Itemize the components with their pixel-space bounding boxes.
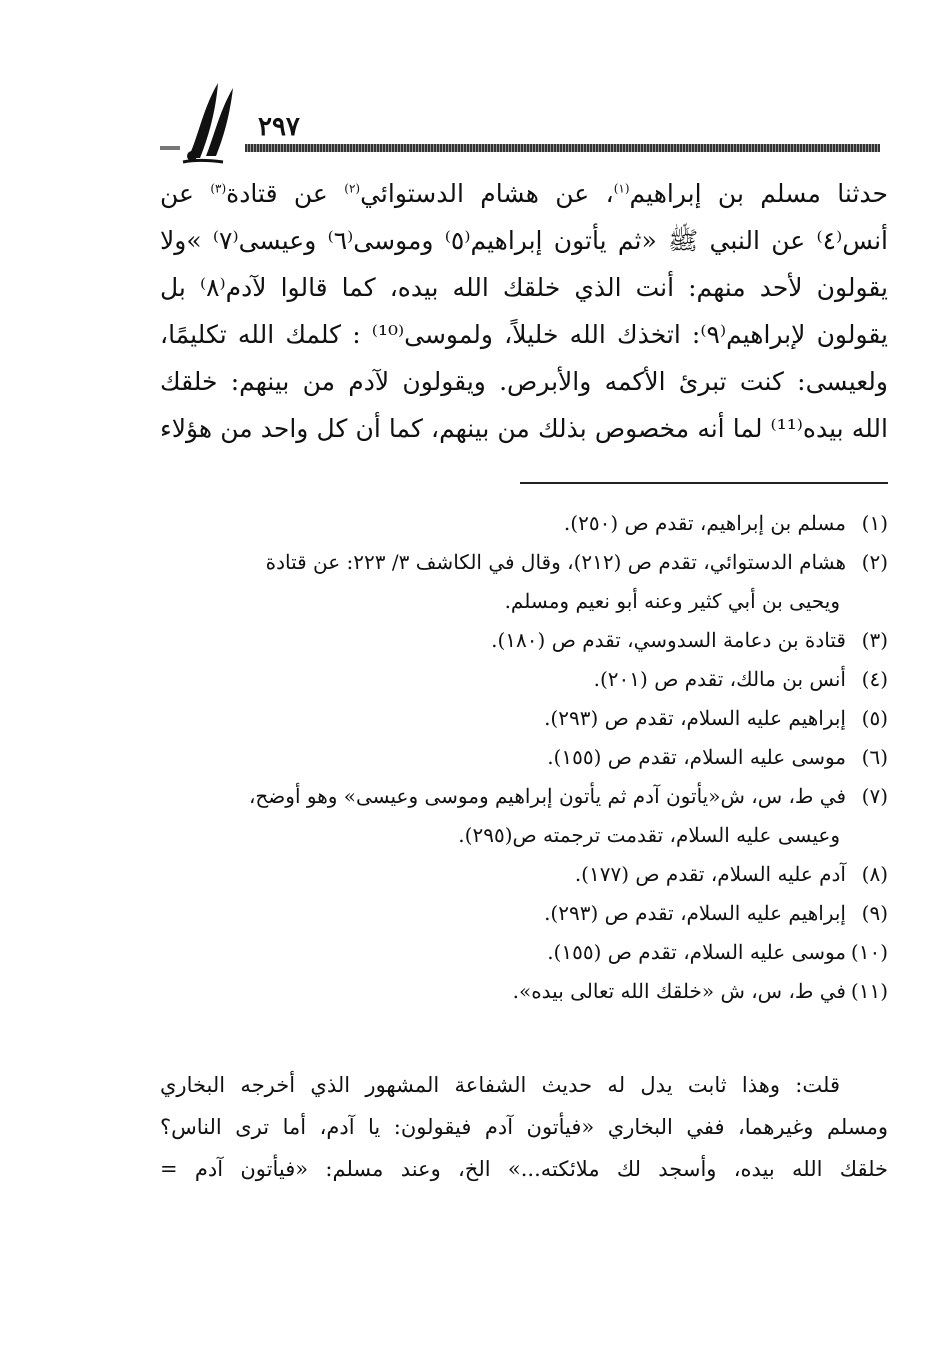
footnote: (٦)موسى عليه السلام، تقدم ص (١٥٥). — [547, 745, 888, 769]
footnote: (١٠)موسى عليه السلام، تقدم ص (١٥٥). — [547, 940, 888, 964]
footnote: (٧)في ط، س، ش«يأتون آدم ثم يأتون إبراهيم وموسى وعيسى» وهو أوضح، — [248, 784, 888, 808]
footnote: (٩)إبراهيم عليه السلام، تقدم ص (٢٩٣). — [544, 901, 888, 925]
footnotes — [160, 504, 888, 1011]
main-line: يقولون لإبراهيم⁽٩⁾: اتخذك الله خليلاً، ولموسى⁽¹⁰⁾ : كلمك الله تكليمًا، — [160, 320, 888, 349]
main-text — [160, 170, 888, 452]
main-line: أنس⁽٤⁾ عن النبي ﷺ «ثم يأتون إبراهيم⁽٥⁾ وموسى⁽٦⁾ وعيسى⁽٧⁾ »ولا — [160, 226, 888, 255]
footnote: (١)مسلم بن إبراهيم، تقدم ص (٢٥٠). — [563, 511, 888, 535]
main-line: حدثنا مسلم بن إبراهيم$^{(١)}$، عن هشام الدستوائي$^{(٢)}$ عن قتادة$^{(٣)}$ عن — [160, 179, 888, 208]
footnote: (٥)إبراهيم عليه السلام، تقدم ص (٢٩٣). — [544, 706, 888, 730]
page-header — [160, 78, 880, 168]
closing-line: ومسلم وغيرهما، ففي البخاري «فيأتون آدم فيقولون: يا آدم، أما ترى الناس؟ — [160, 1115, 888, 1139]
main-line: ولعيسى: كنت تبرئ الأكمه والأبرص. ويقولون لآدم من بينهم: خلقك — [160, 367, 888, 396]
footnote-separator — [520, 482, 888, 484]
closing-line: خلقك الله بيده، وأسجد لك ملائكته...» الخ، وعند مسلم: «فيأتون آدم = — [160, 1157, 888, 1181]
header-rule-left — [160, 146, 180, 150]
footnote-continuation: وعيسى عليه السلام، تقدمت ترجمته ص(٢٩٥). — [458, 823, 840, 847]
closing-paragraph — [160, 1064, 888, 1190]
page-number: ٢٩٧ — [258, 112, 300, 142]
closing-line: قلت: وهذا ثابت يدل له حديث الشفاعة المشهور الذي أخرجه البخاري — [160, 1073, 840, 1097]
main-line: الله بيده⁽¹¹⁾ لما أنه مخصوص بذلك من بينهم، كما أن كل واحد من هؤلاء — [160, 414, 888, 443]
quill-ornament-icon — [178, 78, 238, 164]
footnote: (٨)آدم عليه السلام، تقدم ص (١٧٧). — [574, 862, 888, 886]
footnote: (٤)أنس بن مالك، تقدم ص (٢٠١). — [593, 667, 888, 691]
footnote-continuation: ويحيى بن أبي كثير وعنه أبو نعيم ومسلم. — [504, 589, 840, 613]
footnote: (٣)قتادة بن دعامة السدوسي، تقدم ص (١٨٠). — [491, 628, 888, 652]
footnote: (١١)في ط، س، ش «خلقك الله تعالى بيده». — [512, 979, 888, 1003]
main-line: يقولون لأحد منهم: أنت الذي خلقك الله بيده، كما قالوا لآدم⁽٨⁾ بل — [160, 273, 889, 302]
header-rule — [245, 144, 880, 152]
footnote: (٢)هشام الدستوائي، تقدم ص (٢١٢)، وقال في الكاشف ٣/ ٢٢٣: عن قتادة — [265, 550, 888, 574]
